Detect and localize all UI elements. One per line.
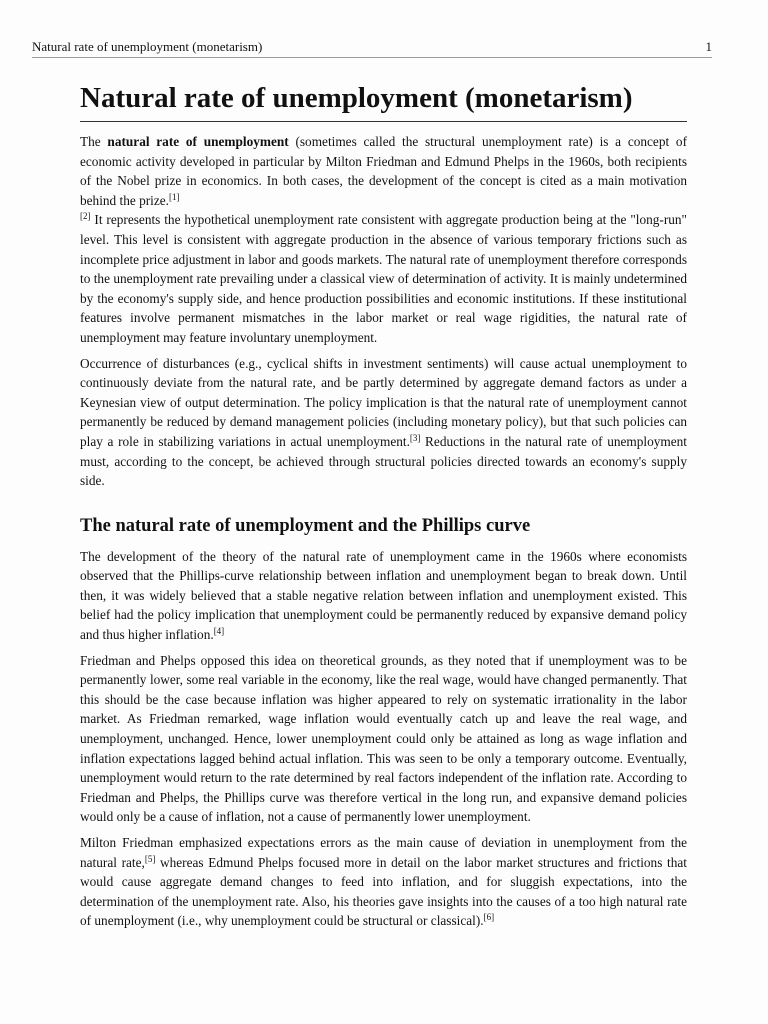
intro-paragraph-2 [80,354,687,491]
intro-p1-text-a: (sometimes called the structural unemployment rate) is a concept of economic activity developed in particular by Milton Friedman and Edmund Phelps in the 1960s, both recipients of the Nobel prize in economics. In both cases, the development of the concept is cited as a main motivation behind the prize. [80,134,688,208]
section1-paragraph-1 [80,547,687,645]
intro-paragraph-1 [80,132,687,348]
intro-p2-text-b: Reductions in the natural rate of unemployment must, according to the concept, be achieved through structural policies directed towards an economy's supply side. [80,433,687,489]
article-title: Natural rate of unemployment (monetarism) [80,75,687,122]
article-body [80,75,687,937]
section1-p3-text-b: whereas Edmund Phelps focused more in detail on the labor market structures and frictions that would cause aggregate demand changes to feed into inflation, and for sluggish expectations, into the determination of the unemployment rate. Also, his theories gave insights into the causes of a too high natural rate of unemployment (i.e., why unemployment could be structural or classical). [80,854,687,929]
citation-1-link[interactable]: [1] [168,191,180,202]
section1-p1-text: The development of the theory of the natural rate of unemployment came in the 1960s where economists observed that the Phillips-curve relationship between inflation and unemployment began to break down. Until then, it was widely believed that a stable negative relation between inflation and unemployment existed. This belief had the policy implication that unemployment could be permanently reduced by expansive demand policy and thus higher inflation. [80,548,687,643]
intro-p1-text-b: It represents the hypothetical unemployment rate consistent with aggregate production being at the "long-run" level. This level is consistent with aggregate production in the absence of various temporary frictions such as incomplete price adjustment in labor and goods markets. The natural rate of unemployment therefore corresponds to the unemployment rate prevailing under a classical view of determination of activity. It is mainly undetermined by the economy's supply side, and hence production possibilities and economic institutions. If these institutional features involve permanent mismatches in the labor market or real wage rigidities, the natural rate of unemployment may feature involuntary unemployment. [80,212,687,345]
citation-5-link[interactable]: [5] [144,853,156,864]
citation-6-link[interactable]: [6] [483,912,495,923]
term-natural-rate: natural rate of unemployment [107,134,289,149]
section1-paragraph-2: Friedman and Phelps opposed this idea on theoretical grounds, as they noted that if unemployment was to be permanently lower, some real variable in the economy, like the real wage, would have changed permanently. That this should be the case because inflation was higher appeared to rely on systematic irrationality in the labor market. As Friedman remarked, wage inflation would eventually catch up and leave the real wage, and unemployment, unchanged. Hence, lower unemployment could only be attained as long as wage inflation and inflation expectations lagged behind actual inflation. This was seen to be only a temporary outcome. Eventually, unemployment would return to the rate determined by real factors independent of the inflation rate. According to Friedman and Phelps, the Phillips curve was therefore vertical in the long run, and expansive demand policies would only be a cause of inflation, not a cause of permanently lower unemployment. [80,652,687,825]
citation-2-link[interactable]: [2] [80,211,91,222]
intro-p1-lead: The [80,134,108,149]
section-heading-phillips-curve: The natural rate of unemployment and the Phillips curve [80,515,531,536]
section1-paragraph-3 [80,833,687,931]
section1-p3-text-a: Milton Friedman emphasized expectations errors as the main cause of deviation in unemployment from the natural rate, [80,835,687,870]
running-header [32,37,712,58]
intro-p2-text-a: Occurrence of disturbances (e.g., cyclical shifts in investment sentiments) will cause actual unemployment to continuously deviate from the natural rate, and be partly determined by aggregate demand factors as under a Keynesian view of output determination. The policy implication is that the natural rate of unemployment cannot permanently be reduced by demand management policies (including monetary policy), but that such policies can play a role in stabilizing variations in actual unemployment. [80,355,687,449]
citation-4-link[interactable]: [4] [213,626,225,637]
citation-3-link[interactable]: [3] [409,432,421,443]
page-number: 1 [705,39,712,54]
running-header-title: Natural rate of unemployment (monetarism) [32,39,263,54]
